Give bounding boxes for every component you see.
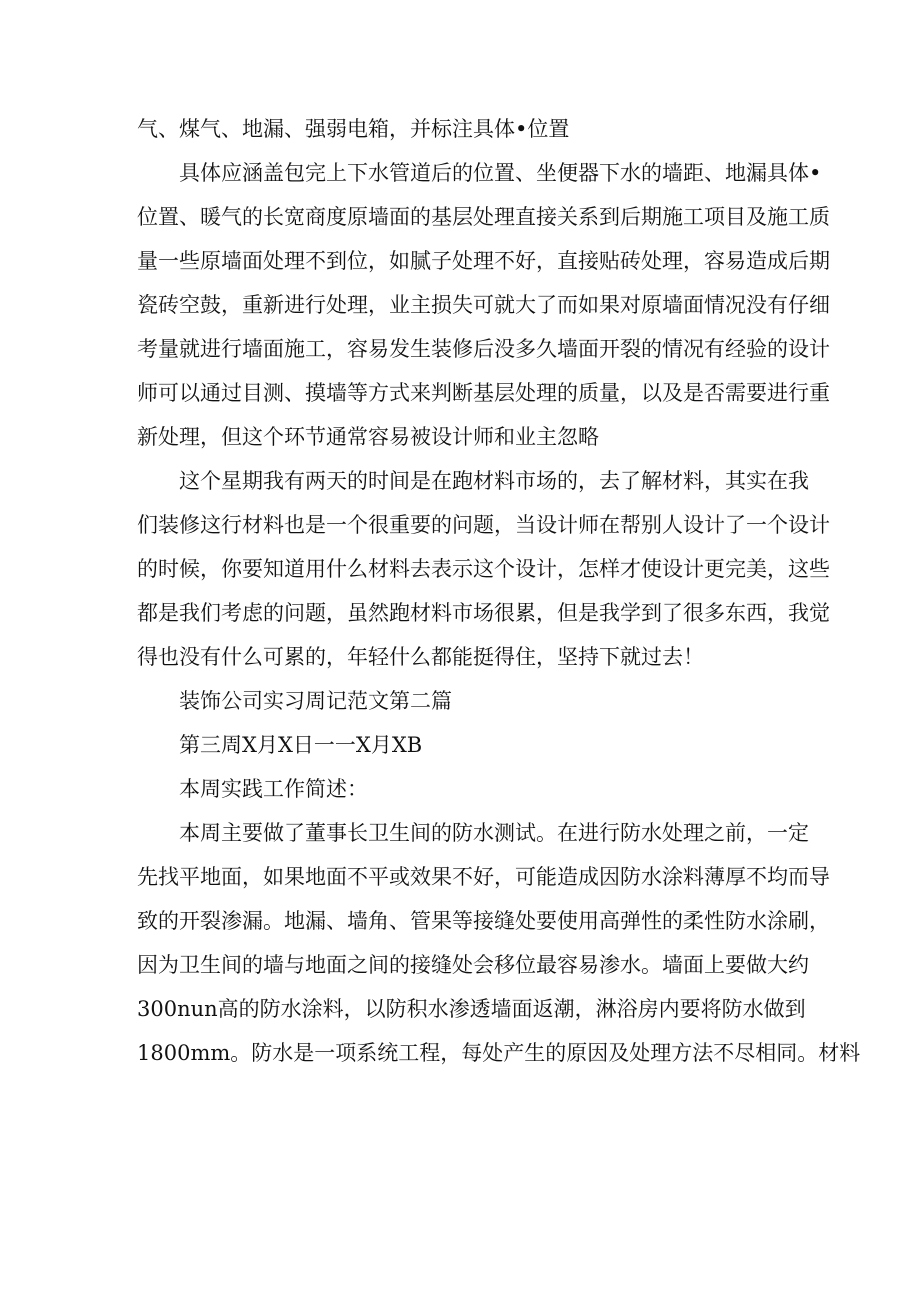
text-line: 位置、暖气的长宽商度原墙面的基层处理直接关系到后期施工项目及施工质 — [137, 205, 830, 229]
text-line: 新处理，但这个环节通常容易被设计师和业主忽略 — [137, 425, 599, 449]
text-line: 这个星期我有两天的时间是在跑材料市场的，去了解材料，其实在我 — [179, 469, 809, 493]
text-line: 气、煤气、地漏、强弱电箱，并标注具体•位置 — [137, 117, 570, 141]
text-line: 1800mm。防水是一项系统工程，每处产生的原因及处理方法不尽相同。材料 — [137, 1041, 861, 1065]
text-line: 得也没有什么可累的，年轻什么都能挺得住，坚持下就过去！ — [137, 645, 704, 669]
work-summary-heading: 本周实践工作简述： — [179, 777, 368, 801]
text-line: 师可以通过目测、摸墙等方式来判断基层处理的质量，以及是否需要进行重 — [137, 381, 830, 405]
text-line: 瓷砖空鼓，重新进行处理，业主损失可就大了而如果对原墙面情况没有仔细 — [137, 293, 830, 317]
text-line: 本周主要做了董事长卫生间的防水测试。在进行防水处理之前，一定 — [179, 821, 809, 845]
section-title: 装饰公司实习周记范文第二篇 — [179, 689, 452, 713]
text-line: 考量就进行墙面施工，容易发生装修后没多久墙面开裂的情况有经验的设计 — [137, 337, 830, 361]
text-line: 致的开裂渗漏。地漏、墙角、管果等接缝处要使用高弹性的柔性防水涂刷， — [137, 909, 830, 933]
document-body — [137, 107, 861, 1075]
text-line: 们装修这行材料也是一个很重要的问题，当设计师在帮别人设计了一个设计 — [137, 513, 830, 537]
text-line: 先找平地面，如果地面不平或效果不好，可能造成因防水涂料薄厚不均而导 — [137, 865, 830, 889]
text-line: 都是我们考虑的问题，虽然跑材料市场很累，但是我学到了很多东西，我觉 — [137, 601, 830, 625]
text-line: 量一些原墙面处理不到位，如腻子处理不好，直接贴砖处理，容易造成后期 — [137, 249, 830, 273]
week-date-line: 第三周X月X日一一X月XB — [179, 733, 423, 757]
text-line: 因为卫生间的墙与地面之间的接缝处会移位最容易渗水。墙面上要做大约 — [137, 953, 809, 977]
text-line: 具体应涵盖包完上下水管道后的位置、坐便器下水的墙距、地漏具体• — [179, 161, 822, 185]
text-line: 的时候，你要知道用什么材料去表示这个设计，怎样才使设计更完美，这些 — [137, 557, 830, 581]
text-line: 300nun高的防水涂料，以防积水渗透墙面返潮，淋浴房内要将防水做到 — [137, 997, 806, 1021]
